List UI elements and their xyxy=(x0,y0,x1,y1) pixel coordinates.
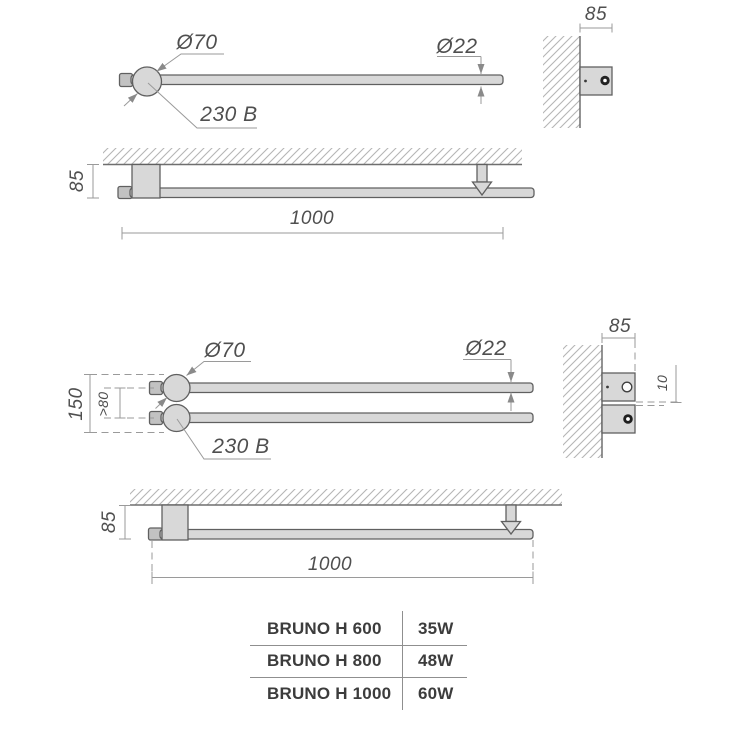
fig1-plan-rail xyxy=(130,188,534,198)
table-row xyxy=(250,645,467,678)
fig1-bracket-pin xyxy=(584,80,587,83)
fig2-height-label: 150 xyxy=(66,387,87,421)
fig2-plan-bracket xyxy=(162,505,188,540)
fig2-offset-label: 85 xyxy=(99,510,120,534)
fig1-offset-label: 85 xyxy=(67,169,88,193)
model-name: BRUNO H 800 xyxy=(267,651,382,671)
fig2-bracket-hole-top xyxy=(622,382,632,392)
fig2-spacing-label: >80 xyxy=(95,391,111,417)
spec-table-divider xyxy=(402,611,403,710)
model-name: BRUNO H 600 xyxy=(267,618,382,638)
fig1-knob-diameter-leader-2 xyxy=(124,94,138,107)
fig1-heating-rail xyxy=(131,75,503,85)
fig2-tube-diameter-label: Ø22 xyxy=(465,337,507,360)
fig1-wall-hatch xyxy=(543,36,580,128)
table-row xyxy=(250,613,467,645)
fig2-knob-diameter-leader-2 xyxy=(156,398,168,409)
fig1-voltage-label: 230 B xyxy=(200,103,258,126)
fig2-knob-diameter-leader xyxy=(187,362,252,376)
model-name: BRUNO H 1000 xyxy=(267,683,392,703)
model-power: 60W xyxy=(418,683,454,703)
fig2-heating-rail-bottom xyxy=(161,413,533,423)
model-power: 35W xyxy=(418,618,454,638)
fig2-side-view xyxy=(563,333,682,458)
fig2-gap-label: 10 xyxy=(654,374,670,392)
fig2-plan-support xyxy=(506,505,516,522)
fig1-plan-support xyxy=(477,165,487,183)
fig1-length-label: 1000 xyxy=(289,208,335,229)
fig2-heating-rail-top xyxy=(161,383,533,393)
fig2-knob-diameter-label: Ø70 xyxy=(204,339,246,362)
fig2-plan-wall-hatch xyxy=(130,489,562,505)
fig2-bracket-pin-top xyxy=(606,386,609,389)
table-row xyxy=(250,677,467,710)
fig1-depth-label: 85 xyxy=(584,4,608,25)
fig2-knob-top xyxy=(163,375,190,402)
fig2-bracket-bolt-center xyxy=(626,417,630,421)
fig2-plan-rail xyxy=(160,530,533,540)
fig1-knob-diameter-label: Ø70 xyxy=(176,31,218,54)
fig2-knob-bottom xyxy=(163,405,190,432)
model-power: 48W xyxy=(418,651,454,671)
spec-table xyxy=(250,613,467,710)
fig2-voltage-label: 230 B xyxy=(212,435,270,458)
fig2-gap-dim xyxy=(671,365,682,403)
fig1-plan-bracket xyxy=(132,165,160,199)
fig1-side-view xyxy=(543,24,612,129)
fig2-wall-hatch xyxy=(563,345,602,458)
fig2-length-label: 1000 xyxy=(307,554,353,575)
fig1-tube-diameter-label: Ø22 xyxy=(436,35,478,58)
fig1-front-view xyxy=(120,54,504,128)
fig2-spacing-dim xyxy=(115,388,126,418)
fig1-bracket-bolt-center xyxy=(603,79,607,83)
fig1-plan-wall-hatch xyxy=(103,148,522,165)
fig2-depth-label: 85 xyxy=(608,316,632,337)
fig2-front-view xyxy=(84,360,533,460)
fig1-knob-diameter-leader xyxy=(157,54,225,72)
